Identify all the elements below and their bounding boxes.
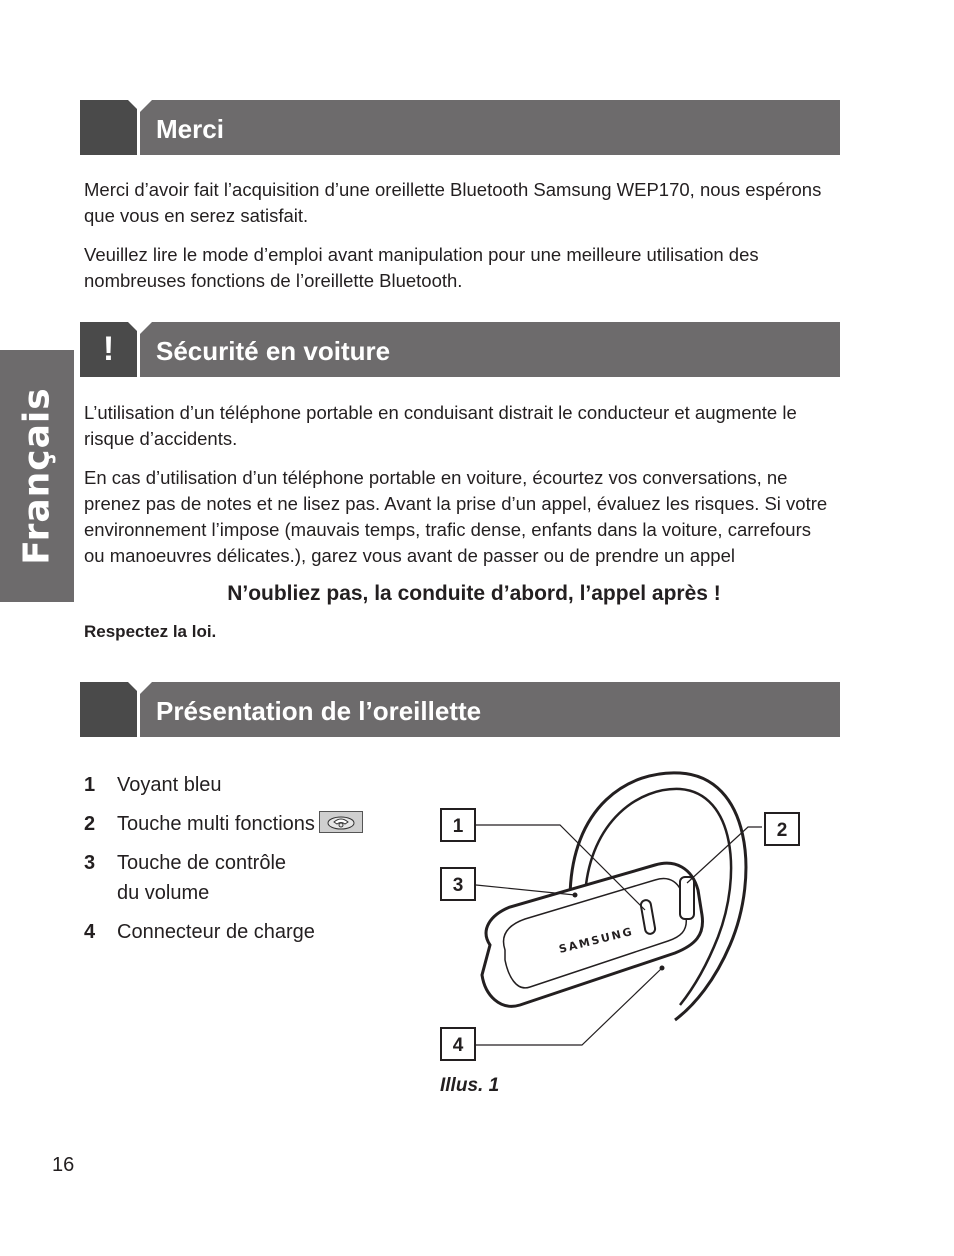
paragraph: L’utilisation d’un téléphone portable en conduisant distrait le conducteur et augmente le risque d’accidents.	[84, 402, 797, 449]
section-title: Sécurité en voiture	[156, 336, 391, 366]
part-label: Touche de contrôle	[117, 852, 287, 874]
section-title: Merci	[156, 114, 224, 144]
part-label: Connecteur de charge	[117, 921, 315, 943]
page-number: 16	[52, 1154, 75, 1176]
section-header-presentation	[80, 682, 840, 737]
language-label: Français	[16, 387, 58, 565]
part-number: 1	[84, 774, 96, 796]
section-title: Présentation de l’oreillette	[156, 696, 482, 726]
part-label: Touche multi fonctions	[117, 813, 315, 835]
safety-emphasis: N’oubliez pas, la conduite d’abord, l’appel après !	[227, 582, 721, 605]
list-item	[84, 770, 404, 800]
section-marker-box	[80, 682, 137, 737]
paragraph: En cas d’utilisation d’un téléphone portable en voiture, écourtez vos conversations, ne prenez pas de notes et ne lisez pas. Avant la prise d’un appel, évaluez les risques. Si votre environnement l’impose (mauvais temps, trafic dense, enfants dans la voiture, carrefours ou manoeuvres délicates.), garez vous avant de passer ou de prendre un appel	[84, 467, 828, 566]
phone-button-icon	[319, 811, 363, 833]
list-item	[84, 809, 404, 839]
part-number: 3	[84, 852, 96, 874]
part-number: 4	[84, 921, 96, 943]
warning-marker: !	[80, 322, 137, 377]
language-side-tab	[0, 350, 74, 602]
callout-2: 2	[764, 812, 800, 846]
section-header-merci	[80, 100, 840, 155]
section-title-bar	[140, 100, 840, 155]
headset-illustration	[430, 765, 810, 1065]
figure-caption: Illus. 1	[440, 1075, 500, 1096]
brand-logo: SAMSUNG	[557, 924, 635, 956]
paragraph: Merci d’avoir fait l’acquisition d’une oreillette Bluetooth Samsung WEP170, nous espérons que vous en serez satisfait.	[84, 179, 822, 226]
callout-4: 4	[440, 1027, 476, 1061]
part-label: Voyant bleu	[117, 774, 222, 796]
list-item	[84, 917, 404, 947]
part-number: 2	[84, 813, 96, 835]
paragraph: Veuillez lire le mode d’emploi avant manipulation pour une meilleure utilisation des nombreuses fonctions de l’oreillette Bluetooth.	[84, 244, 759, 291]
callout-3: 3	[440, 867, 476, 901]
headset-drawing	[430, 765, 810, 1065]
parts-list	[84, 770, 404, 956]
section-header-securite	[80, 322, 840, 377]
safety-note: Respectez la loi.	[84, 622, 217, 641]
callout-1: 1	[440, 808, 476, 842]
list-item	[84, 848, 404, 908]
section-marker-box	[80, 100, 137, 155]
part-label-continued: du volume	[117, 882, 210, 904]
